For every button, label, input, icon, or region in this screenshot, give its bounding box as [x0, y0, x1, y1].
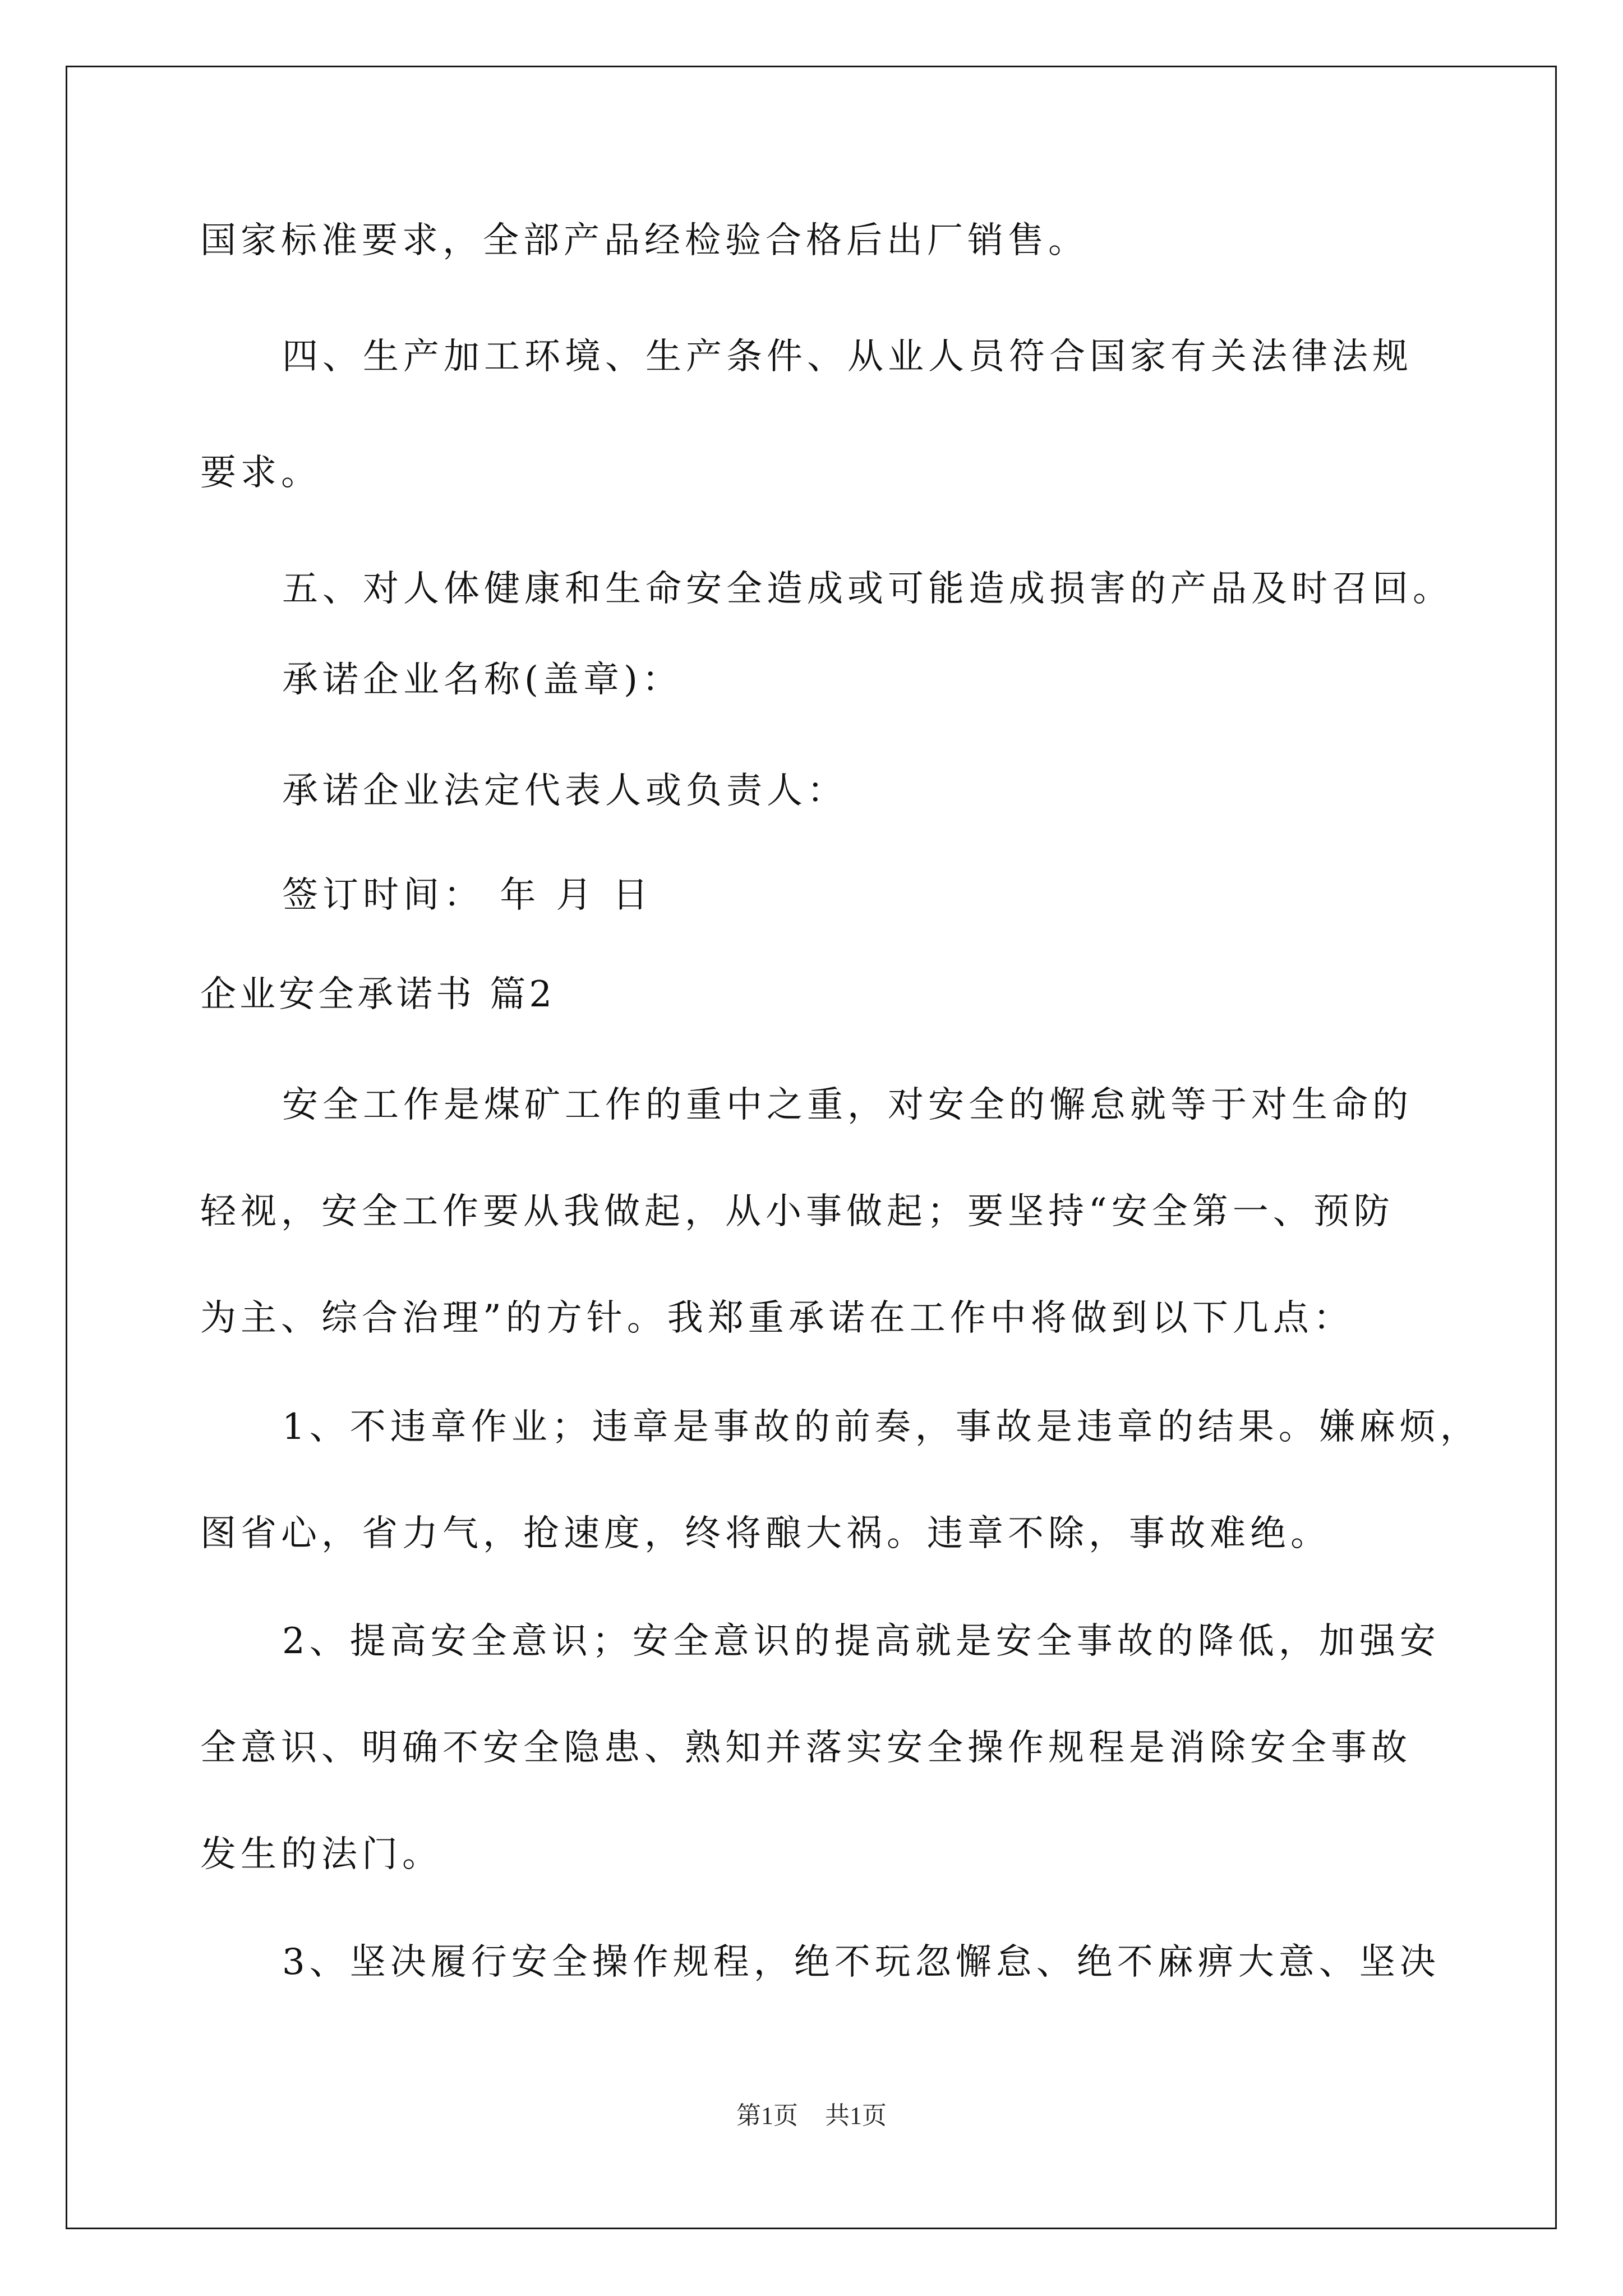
page-border	[66, 66, 1557, 2229]
text-line: 图省心，省力气，抢速度，终将酿大祸。违章不除，事故难绝。	[200, 1513, 1331, 1554]
text-line: 五、对人体健康和生命安全造成或可能造成损害的产品及时召回。	[282, 568, 1453, 610]
text-line: 1、不违章作业；违章是事故的前奏，事故是违章的结果。嫌麻烦，	[282, 1406, 1481, 1448]
text-line: 承诺企业法定代表人或负责人：	[282, 770, 847, 812]
text-line: 全意识、明确不安全隐患、熟知并落实安全操作规程是消除安全事故	[200, 1727, 1412, 1769]
text-line: 签订时间： 年 月 日	[282, 875, 653, 916]
section-heading: 企业安全承诺书 篇2	[200, 974, 556, 1015]
page-total: 共1页	[825, 2102, 887, 2129]
text-line: 安全工作是煤矿工作的重中之重，对安全的懈怠就等于对生命的	[282, 1084, 1413, 1126]
text-line: 承诺企业名称(盖章)：	[282, 659, 683, 701]
text-line: 2、提高安全意识；安全意识的提高就是安全事故的降低，加强安	[282, 1621, 1440, 1662]
page-number: 第1页	[736, 2102, 798, 2129]
text-line: 为主、综合治理”的方针。我郑重承诺在工作中将做到以下几点：	[200, 1297, 1354, 1339]
text-line: 发生的法门。	[200, 1834, 442, 1875]
page-footer	[0, 2100, 1623, 2132]
text-line: 轻视，安全工作要从我做起，从小事做起；要坚持“安全第一、预防	[200, 1191, 1394, 1232]
text-line: 要求。	[200, 452, 321, 494]
text-line: 3、坚决履行安全操作规程，绝不玩忽懈怠、绝不麻痹大意、坚决	[282, 1941, 1440, 1983]
text-line: 四、生产加工环境、生产条件、从业人员符合国家有关法律法规	[282, 336, 1413, 378]
text-line: 国家标准要求，全部产品经检验合格后出厂销售。	[200, 220, 1089, 261]
